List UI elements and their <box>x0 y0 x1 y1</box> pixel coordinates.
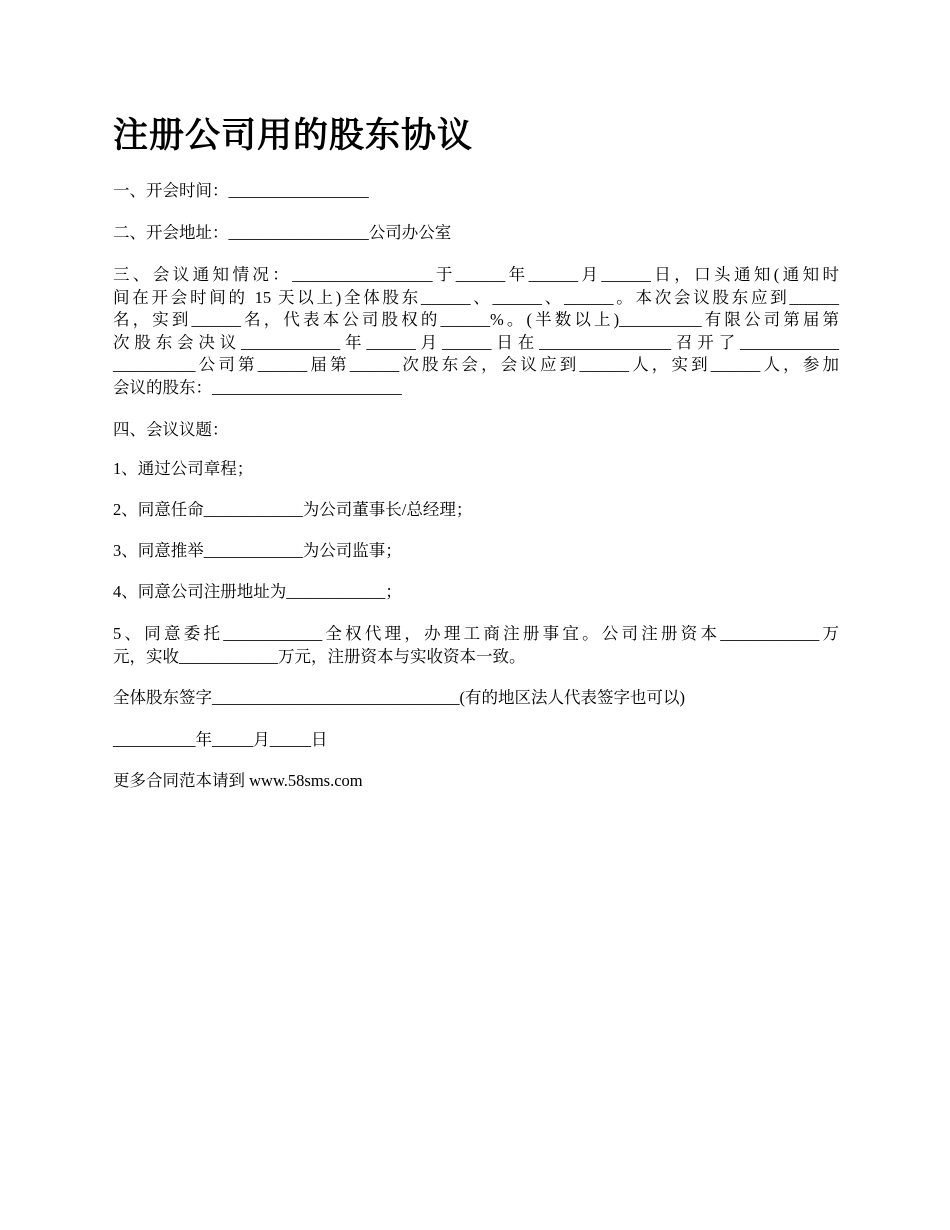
meeting-notice-paragraph <box>113 264 839 399</box>
agenda-item-1: 1、通过公司章程； <box>113 459 254 478</box>
agenda-item-5-line: 5、同意委托____________全权代理，办理工商注册事宜。公司注册资本____________万 <box>113 624 839 643</box>
notice-line: 名，实到______名，代表本公司股权的______%。(半数以上)__________有限公司第届第 <box>113 310 839 329</box>
meeting-address-line: 二、开会地址：_________________公司办公室 <box>113 223 452 242</box>
agenda-item-4: 4、同意公司注册地址为____________； <box>113 582 402 601</box>
notice-line: __________公司第______届第______次股东会，会议应到______人，实到______人，参加 <box>113 355 840 374</box>
notice-line: 会议的股东：_______________________ <box>113 377 402 397</box>
agenda-item-5-line: 元，实收____________万元，注册资本与实收资本一致。 <box>113 646 526 666</box>
notice-line: 间在开会时间的 15 天以上)全体股东______、______、______。本次会议股东应到______ <box>113 287 839 307</box>
footer-note: 更多合同范本请到 www.58sms.com <box>113 771 363 790</box>
agenda-heading: 四、会议议题： <box>113 420 229 439</box>
notice-line: 三、会议通知情况：_________________于______年______月______日，口头通知(通知时 <box>113 265 839 284</box>
agenda-item-5 <box>113 623 839 668</box>
meeting-time-line: 一、开会时间：_________________ <box>113 181 369 200</box>
agenda-item-2: 2、同意任命____________为公司董事长/总经理； <box>113 500 473 519</box>
signature-line: 全体股东签字______________________________(有的地区法人代表签字也可以) <box>113 688 685 707</box>
notice-line: 次股东会决议____________年______月______日在________________召开了____________ <box>113 332 839 352</box>
agenda-item-3: 3、同意推举____________为公司监事； <box>113 541 402 560</box>
date-line: __________年_____月_____日 <box>113 730 328 749</box>
document-title: 注册公司用的股东协议 <box>113 116 474 156</box>
